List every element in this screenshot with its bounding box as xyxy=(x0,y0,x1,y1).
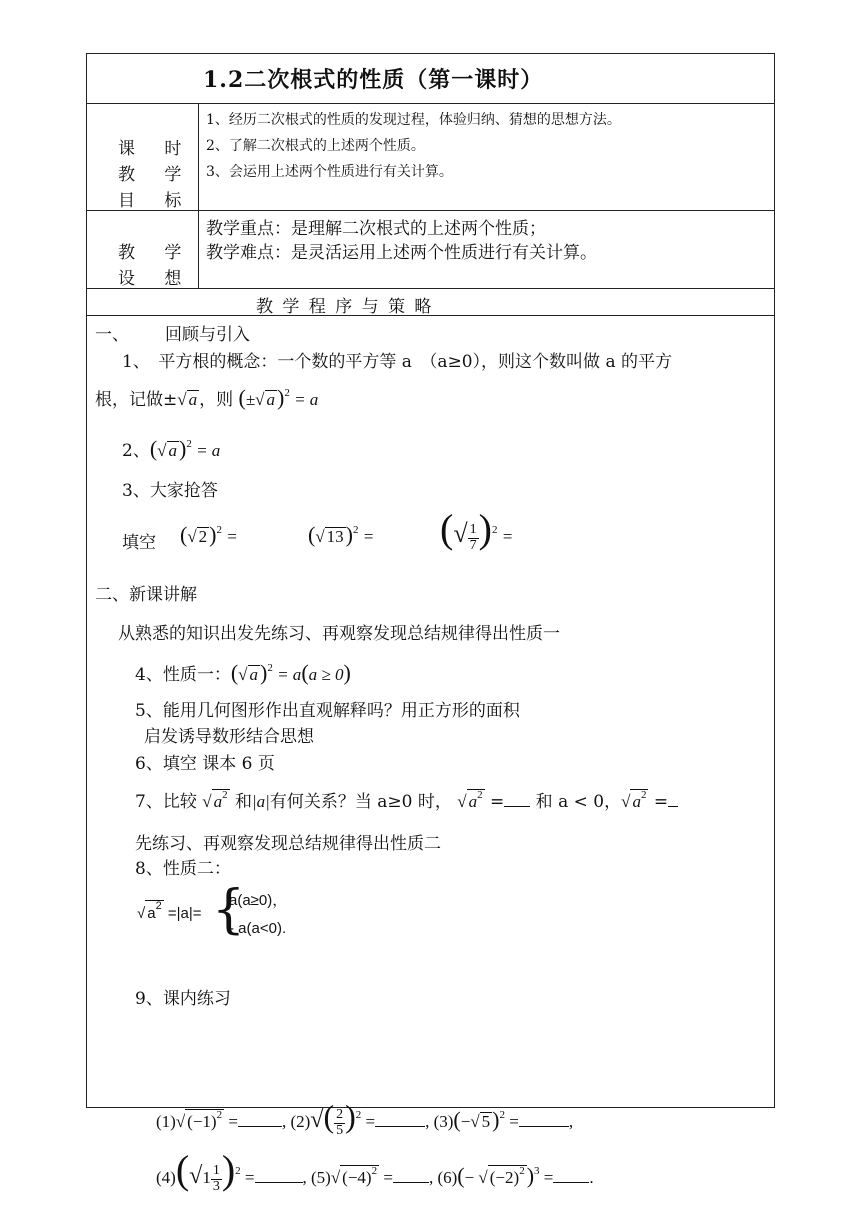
sqrt-a-expr: √ a xyxy=(177,390,198,409)
item7-a: 7、比较 xyxy=(135,792,197,812)
section2-intro: 从熟悉的知识出发先练习、再观察发现总结规律得出性质一 xyxy=(118,624,560,644)
ex3-blank[interactable] xyxy=(519,1126,569,1127)
item1-line1: 1、 平方根的概念：一个数的平方等 a （a≥0），则这个数叫做 a 的平方 xyxy=(122,352,672,372)
section1-heading-num: 一、 xyxy=(95,325,129,345)
item9: 9、课内练习 xyxy=(135,989,231,1009)
exercise-row-2: (4)(√1 $\frac{1}{3}$ )$^2$ = , (5)√ $(-4)^2$ = , (6)(− √ $(-2)^2)^3$ = . xyxy=(156,1147,594,1194)
ex5-blank[interactable] xyxy=(393,1182,429,1183)
ex5-label: (5) xyxy=(311,1168,331,1187)
item7-b: 和 xyxy=(234,792,252,812)
square-of-sqrt-a: (√ a)$^2$ = a xyxy=(149,436,221,461)
item7-c: 有何关系？当 a≥0 时， xyxy=(269,792,452,812)
ex1-blank[interactable] xyxy=(238,1126,282,1127)
objectives-label-3: 目 标 xyxy=(118,191,194,211)
item3: 3、大家抢答 xyxy=(122,481,218,501)
fill-expr-3: (√ $\frac{1}{7}$ )$^2$ = xyxy=(440,506,514,553)
ex4-blank[interactable] xyxy=(255,1182,303,1183)
answer-blank-1[interactable] xyxy=(504,806,530,807)
item2-prefix: 2、 xyxy=(122,441,150,461)
item8: 8、性质二： xyxy=(135,859,231,879)
ex6-blank[interactable] xyxy=(553,1182,589,1183)
ex2-blank[interactable] xyxy=(375,1126,425,1127)
left-brace: { xyxy=(212,880,246,940)
objective-item-3: 3、会运用上述两个性质进行有关计算。 xyxy=(206,164,453,180)
item1-line2-mid: ，则 xyxy=(199,390,234,410)
row-divider-title xyxy=(86,103,775,104)
item5-line1: 5、能用几何图形作出直观解释吗？用正方形的面积 xyxy=(135,701,520,721)
design-label-1: 教 学 xyxy=(118,243,194,263)
design-item-2: 教学难点：是灵活运用上述两个性质进行有关计算。 xyxy=(206,243,597,263)
objective-item-1: 1、经历二次根式的性质的发现过程，体验归纳、猜想的思想方法。 xyxy=(206,112,621,128)
item2 xyxy=(122,436,220,462)
objectives-label-2: 教 学 xyxy=(118,165,194,185)
sqrt-a-squared-2: √ $a^2$ xyxy=(457,789,483,811)
square-of-pm-sqrt-a: (±√ a)$^2$ = a xyxy=(238,385,319,410)
sqrt-a-squared-3: √ $a^2$ xyxy=(621,789,647,811)
ex2-label: (2) xyxy=(290,1112,311,1131)
item6: 6、填空 课本 6 页 xyxy=(135,754,275,774)
procedure-header: 教 学 程 序 与 策 略 xyxy=(256,297,434,317)
item1-line2-prefix: 根，记做± xyxy=(95,390,178,410)
fill-label: 填空 xyxy=(122,533,156,553)
item7: 7、比较 √ $a^2$ 和|a|有何关系？当 a≥0 时， √ $a^2$ = 和 a < 0，√ $a^2$ = xyxy=(135,787,678,812)
section2-heading: 二、新课讲解 xyxy=(95,585,197,605)
ex4-label: (4) xyxy=(156,1168,176,1187)
design-item-1: 教学重点：是理解二次根式的上述两个性质； xyxy=(206,219,546,239)
objective-item-2: 2、了解二次根式的上述两个性质。 xyxy=(206,138,425,154)
section1-heading-text: 回顾与引入 xyxy=(165,325,250,345)
objectives-label-1: 课 时 xyxy=(118,139,194,159)
fill-expr-1: (√ 2)$^2$ = xyxy=(180,522,238,547)
answer-blank-2[interactable] xyxy=(668,806,678,807)
property-one-formula: (√ a)$^2$ = a(a ≥ 0) xyxy=(230,660,351,685)
exercise-row-1: (1)√ $(-1)^2$ = , (2)√( $\frac{2}{5}$ )$^2$ = , (3)(−√ 5)$^2$ = , xyxy=(156,1098,574,1138)
item4 xyxy=(135,660,351,686)
item7-d: 和 a < 0， xyxy=(535,792,622,812)
ex1-label: (1) xyxy=(156,1112,176,1131)
item5-line2: 启发诱导数形结合思想 xyxy=(144,727,314,747)
item1-line2 xyxy=(95,385,318,411)
item4-prefix: 4、性质一： xyxy=(135,665,231,685)
sqrt-a-squared: √ $a^2$ xyxy=(202,789,228,811)
fill-expr-2: (√ 13)$^2$ = xyxy=(308,522,375,547)
prop2-case-2: - a(a<0). xyxy=(229,920,287,937)
design-label-2: 设 想 xyxy=(118,269,194,289)
column-divider xyxy=(198,103,199,288)
section2-intro2: 先练习、再观察发现总结规律得出性质二 xyxy=(135,834,441,854)
page-title: 1.2二次根式的性质（第一课时） xyxy=(203,67,544,93)
ex6-label: (6) xyxy=(437,1168,458,1187)
ex3-label: (3) xyxy=(433,1112,454,1131)
property-two-formula: √ $a^2 =|a|=$ xyxy=(137,900,202,922)
abs-a: |a| xyxy=(251,792,270,811)
prop2-case-1: a(a≥0)， xyxy=(229,892,288,909)
